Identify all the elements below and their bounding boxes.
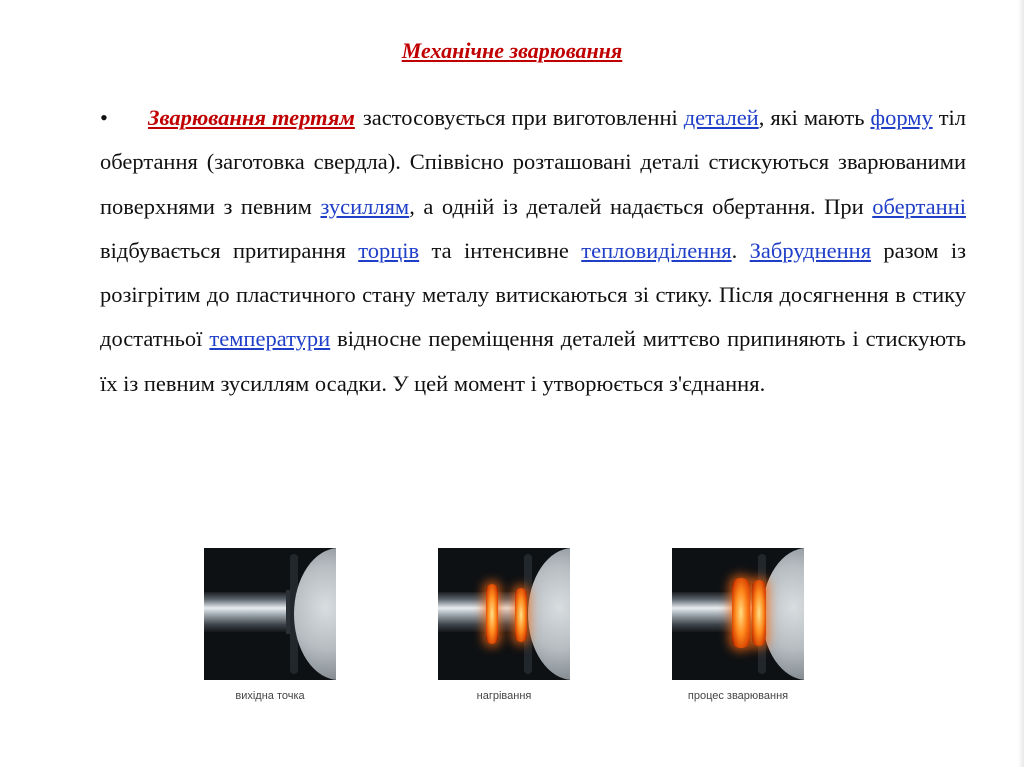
link-heat-release[interactable]: тепловиділення	[581, 237, 732, 263]
rotating-disc	[528, 548, 570, 680]
heat-glow-left	[486, 584, 498, 644]
link-contamination[interactable]: Забруднення	[749, 237, 872, 263]
text-segment: , а одній із деталей надається обертання. При	[409, 193, 873, 219]
term-friction-welding[interactable]: Зварювання тертям	[148, 105, 355, 130]
figure-heating	[418, 548, 590, 702]
figure-caption: процес зварювання	[687, 690, 789, 702]
link-ends[interactable]: торців	[358, 237, 420, 263]
text-segment: застосовується при виготовленні	[362, 105, 684, 130]
welding-photo-welding	[672, 548, 804, 680]
welding-stages-figures	[0, 548, 1024, 718]
weld-glow-right	[752, 580, 766, 646]
text-segment: разом із розігрітим до пластичного стану металу витискаються зі стику. Після досягнення в стику достатньої	[100, 237, 967, 352]
rotating-disc	[294, 548, 336, 680]
slide-title: Механічне зварювання	[401, 38, 623, 63]
figure-welding	[652, 548, 824, 702]
link-temperature[interactable]: температури	[209, 326, 331, 352]
workpiece-shaft	[204, 592, 288, 632]
body-paragraph	[100, 96, 966, 406]
workpiece-shaft	[438, 592, 522, 632]
link-form[interactable]: форму	[870, 105, 933, 130]
text-segment: .	[731, 237, 750, 263]
heat-glow-right	[515, 588, 527, 642]
figure-start	[184, 548, 356, 702]
link-rotation[interactable]: обертанні	[872, 193, 966, 219]
text-segment: , які мають	[758, 105, 871, 130]
welding-photo-heating	[438, 548, 570, 680]
figure-caption: вихідна точка	[235, 690, 305, 702]
text-segment: та інтенсивне	[419, 237, 582, 263]
text-segment: тіл обертання (заготовка свердла). Співвісно розташовані деталі стискуються зварюваними поверхнями з певним	[100, 105, 967, 219]
bullet-marker: •	[100, 105, 108, 130]
weld-glow-left	[732, 578, 750, 648]
link-force[interactable]: зусиллям	[320, 193, 410, 219]
figure-caption: нагрівання	[476, 690, 532, 702]
text-segment: відносне переміщення деталей миттєво припиняють і стискують їх із певним зусиллям осадки. У цей момент і утворюється з'єднання.	[100, 326, 966, 396]
paragraph-text	[100, 105, 966, 396]
rotating-disc	[762, 548, 804, 680]
welding-photo-start	[204, 548, 336, 680]
text-segment: відбувається притирання	[100, 237, 359, 263]
link-details[interactable]: деталей	[683, 105, 759, 130]
